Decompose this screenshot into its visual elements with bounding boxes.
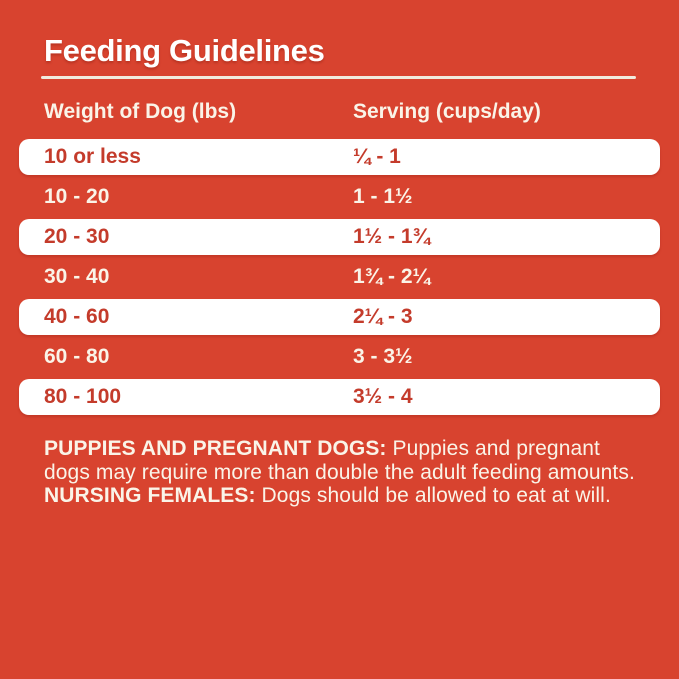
weight-cell: 10 - 20 [44, 185, 110, 208]
table-row [19, 139, 660, 175]
feeding-footnote [44, 437, 645, 508]
table-row [19, 177, 660, 217]
weight-cell: 20 - 30 [44, 225, 110, 248]
serving-cell: 3½ - 4 [353, 385, 413, 408]
table-row [19, 337, 660, 377]
table-row [19, 257, 660, 297]
footnote-bold-label: NURSING FEMALES: [44, 484, 262, 508]
column-header-serving: Serving (cups/day) [353, 100, 541, 123]
column-header-weight: Weight of Dog (lbs) [44, 100, 237, 123]
serving-cell: ¼ - 1 [353, 145, 401, 168]
serving-cell: 1½ - 1¾ [353, 225, 431, 248]
footnote-text: Dogs should be allowed to eat at will. [261, 484, 611, 508]
serving-cell: 1¾ - 2¼ [353, 265, 431, 288]
table-row [19, 379, 660, 415]
feeding-table [19, 137, 660, 417]
page-title: Feeding Guidelines [44, 33, 325, 68]
table-row [19, 219, 660, 255]
serving-cell: 3 - 3½ [353, 345, 413, 368]
weight-cell: 10 or less [44, 145, 141, 168]
weight-cell: 30 - 40 [44, 265, 110, 288]
footnote-bold-label: PUPPIES AND PREGNANT DOGS: [44, 437, 393, 460]
serving-cell: 2¼ - 3 [353, 305, 413, 328]
weight-cell: 60 - 80 [44, 345, 110, 368]
footnote-text: Puppies and pregnant dogs may require more than double the adult feeding amounts. [44, 437, 635, 484]
table-row [19, 299, 660, 335]
weight-cell: 40 - 60 [44, 305, 110, 328]
serving-cell: 1 - 1½ [353, 185, 413, 208]
weight-cell: 80 - 100 [44, 385, 122, 408]
title-divider [41, 76, 636, 79]
